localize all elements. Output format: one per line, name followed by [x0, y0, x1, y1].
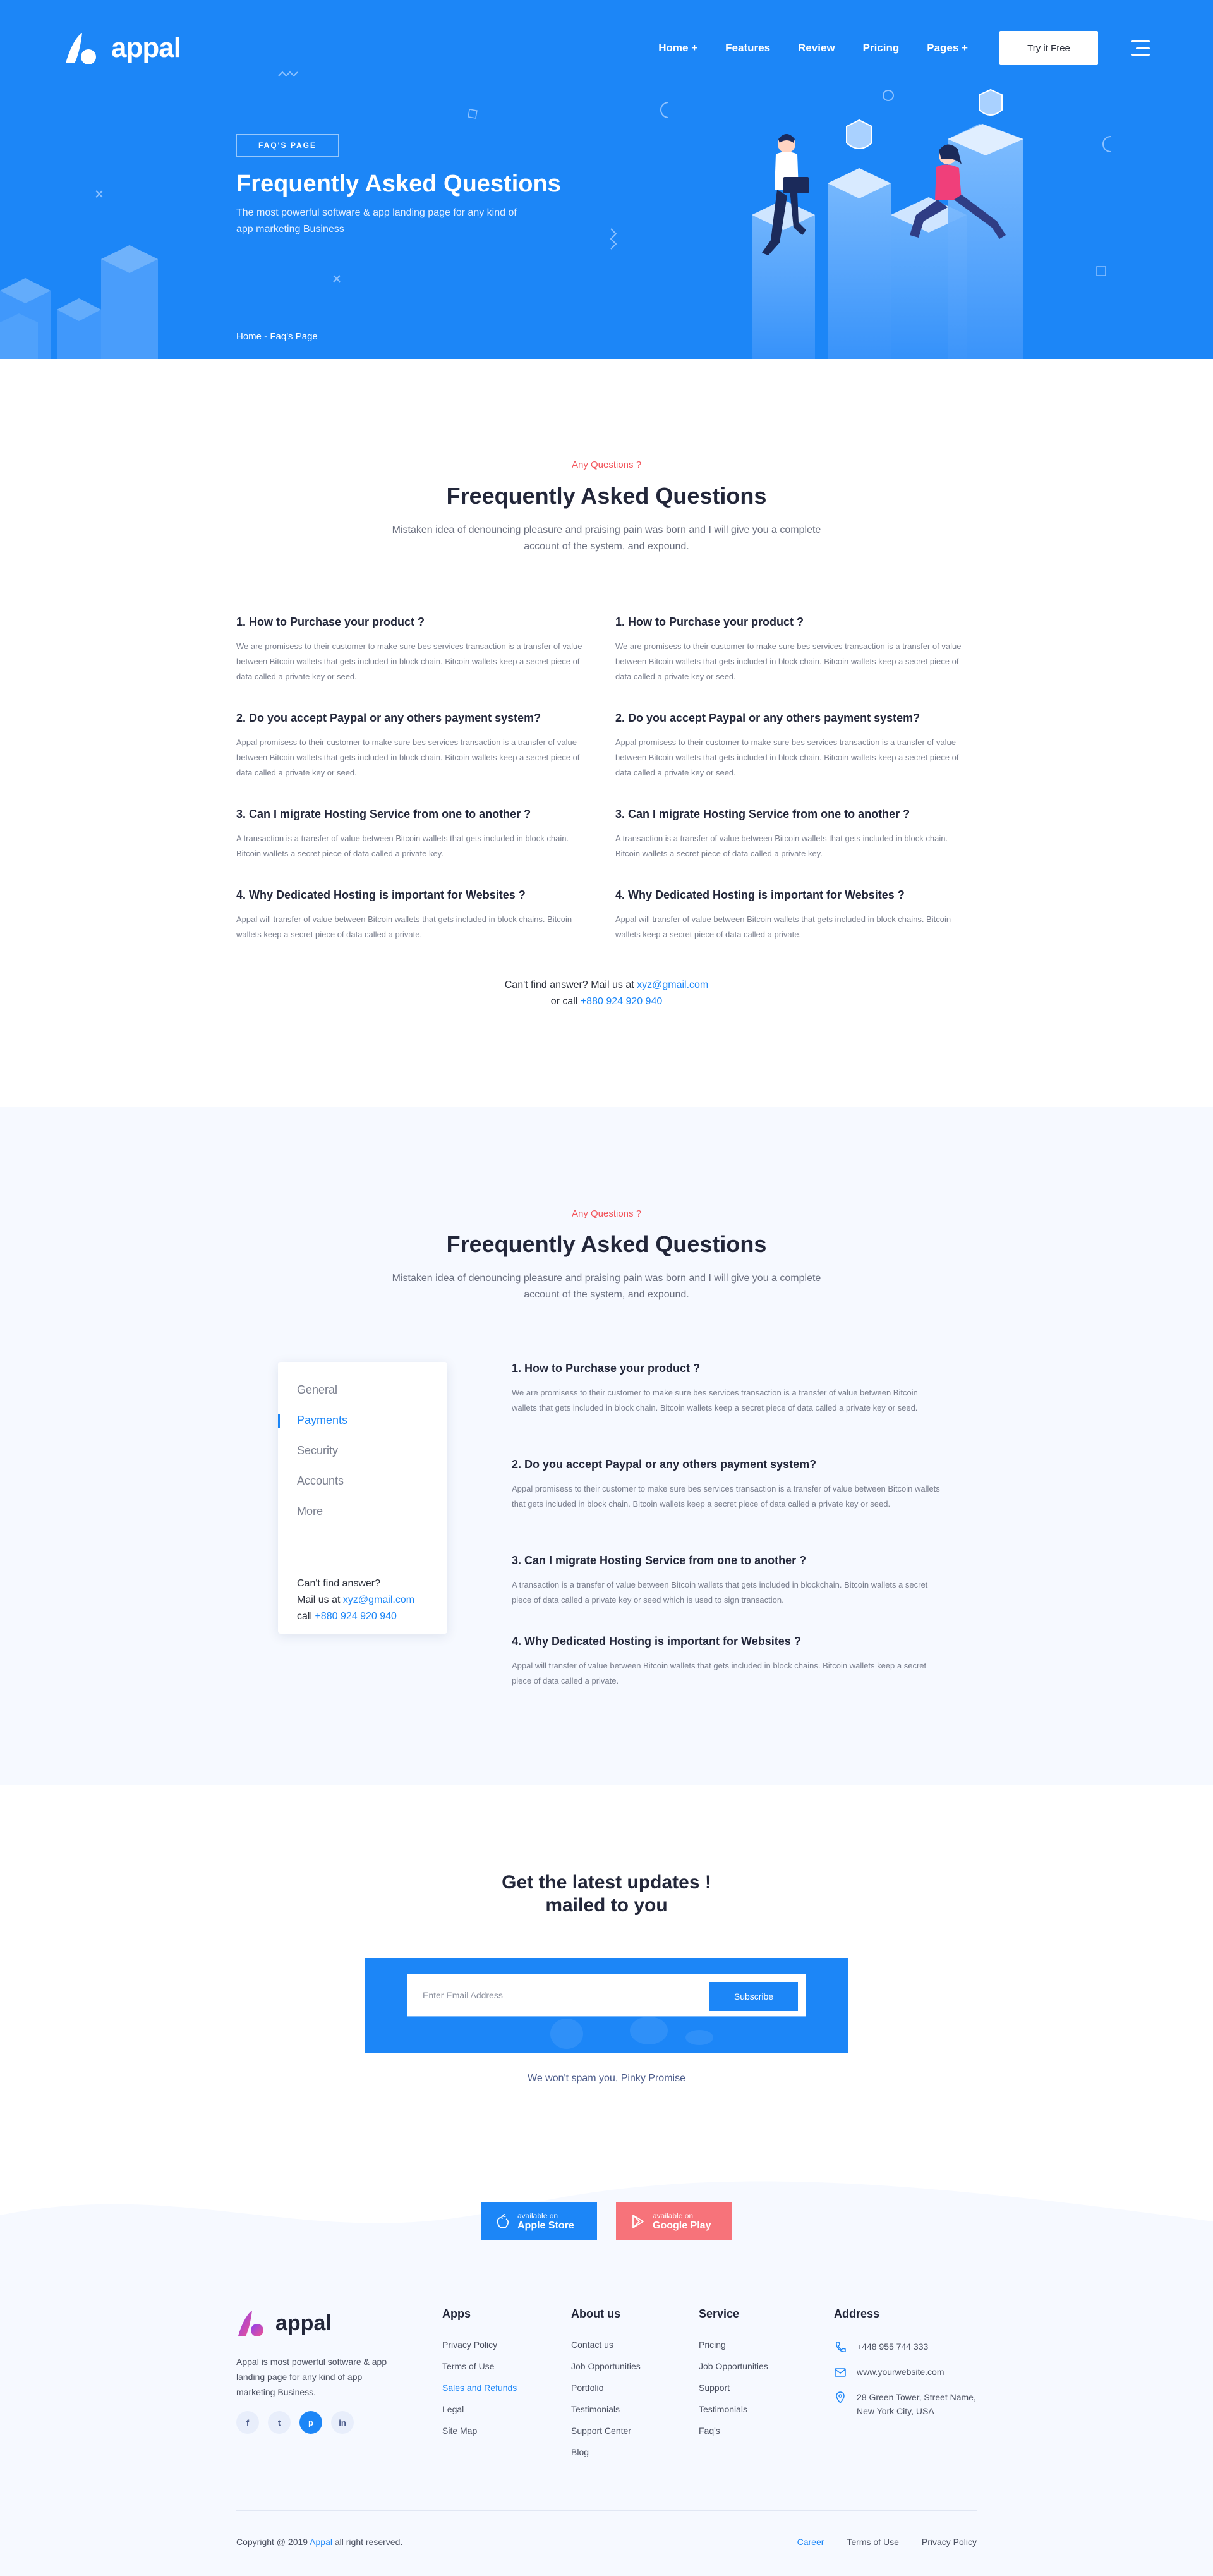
faq-answer: We are promisess to their customer to make sure bes services transaction is a transfer of value between Bitcoin wallets that gets included in block chain. Bitcoin wallets keep a secret piece of data called a private key or seed.	[236, 641, 582, 681]
faq-item	[236, 808, 590, 861]
footer-link[interactable]: Portfolio	[571, 2383, 604, 2393]
active-category-indicator	[278, 1414, 280, 1428]
sidebar-call-line	[297, 1608, 414, 1625]
apple-big-label: Apple Store	[517, 2220, 574, 2231]
sidebar-email-link[interactable]: xyz@gmail.com	[342, 1595, 415, 1605]
nav-item-home[interactable]: Home +	[658, 42, 698, 54]
contact-mail-line	[0, 980, 1213, 991]
apple-store-button[interactable]	[481, 2202, 597, 2240]
wave-decoration-icon	[278, 71, 299, 78]
newsletter-title	[0, 1871, 1213, 1917]
google-play-icon	[631, 2214, 645, 2229]
faq-answer: A transaction is a transfer of value between Bitcoin wallets that gets included in blockchain. Bitcoin wallets a secret piece of data called a private key or seed which is used to sign transaction.	[512, 1580, 928, 1605]
footer-column-address	[834, 2307, 986, 2429]
faq-answer: Appal will transfer of value between Bitcoin wallets that gets included in block chains. Bitcoin wallets keep a secret piece of data called a private.	[512, 1661, 927, 1686]
sidebar-contact	[297, 1576, 414, 1625]
subscribe-button[interactable]: Subscribe	[709, 1982, 798, 2011]
google-play-button[interactable]	[616, 2202, 732, 2240]
nav-item-features[interactable]: Features	[725, 42, 771, 54]
faq-answer: We are promisess to their customer to make sure bes services transaction is a transfer of value between Bitcoin wallets that gets included in block chain. Bitcoin wallets keep a secret piece of data called a private key or seed.	[615, 641, 962, 681]
brand-name: appal	[111, 32, 181, 63]
brand-logo[interactable]	[63, 30, 181, 66]
footer-link[interactable]: Site Map	[442, 2426, 478, 2436]
section-label: Any Questions ?	[571, 1208, 642, 1219]
sidebar-mail-line	[297, 1592, 414, 1608]
faq-question[interactable]: 3. Can I migrate Hosting Service from one to another ?	[236, 808, 531, 820]
faq-item	[236, 712, 590, 781]
mail-prefix: Mail us at	[297, 1595, 343, 1605]
newsletter-title-line1: Get the latest updates !	[502, 1872, 711, 1893]
square-decoration-icon	[1095, 265, 1107, 277]
faq-item	[512, 1458, 941, 1512]
google-big-label: Google Play	[653, 2220, 711, 2231]
main-navigation	[63, 30, 1150, 66]
footer-link[interactable]: Pricing	[699, 2340, 726, 2350]
subscribe-form	[407, 1974, 806, 2016]
page-title: Frequently Asked Questions	[236, 171, 561, 197]
arc-decoration-icon	[1099, 135, 1113, 153]
contact-email-link[interactable]: xyz@gmail.com	[637, 980, 709, 990]
footer-brand-name: appal	[275, 2311, 332, 2335]
apple-small-label: available on	[517, 2211, 558, 2220]
faq-category-sidebar	[278, 1362, 447, 1634]
faq-question[interactable]: 4. Why Dedicated Hosting is important for Websites ?	[236, 889, 526, 901]
apple-icon	[496, 2214, 510, 2229]
footer-column-title: About us	[571, 2307, 620, 2320]
category-payments[interactable]: Payments	[297, 1414, 348, 1426]
faq-question[interactable]: 1. How to Purchase your product ?	[512, 1362, 701, 1375]
web-text[interactable]: www.yourwebsite.com	[857, 2367, 944, 2377]
page-subtitle: The most powerful software & app landing page for any kind of app marketing Business	[236, 207, 517, 234]
arc-decoration-icon	[657, 101, 671, 119]
zigzag-decoration-icon	[609, 228, 618, 253]
faq-answer: Appal promisess to their customer to make sure bes services transaction is a transfer of value between Bitcoin wallets that gets included in block chain. Bitcoin wallets keep a secret piece of data called a private key or seed.	[236, 738, 580, 777]
footer-link[interactable]: Terms of Use	[442, 2361, 495, 2371]
nav-item-pages[interactable]: Pages +	[927, 42, 968, 54]
footer-column-title: Apps	[442, 2307, 471, 2320]
logo-icon	[63, 30, 102, 66]
page-badge: FAQ'S PAGE	[236, 134, 339, 157]
section-title: Freequently Asked Questions	[446, 1231, 767, 1257]
copyright-suffix: all right reserved.	[332, 2537, 403, 2547]
faq-item	[615, 808, 969, 861]
section-description: Mistaken idea of denouncing pleasure and praising pain was born and I will give you a complete account of the system, and expound.	[392, 1273, 821, 1300]
twitter-icon[interactable]: t	[268, 2411, 291, 2434]
copyright-brand-link[interactable]: Appal	[310, 2537, 332, 2547]
faq-answer: Appal promisess to their customer to make sure bes services transaction is a transfer of value between Bitcoin wallets that gets included in block chain. Bitcoin wallets keep a secret piece of data called a private key or seed.	[615, 738, 959, 777]
footer-divider	[236, 2510, 977, 2511]
faq-question[interactable]: 3. Can I migrate Hosting Service from one to another ?	[512, 1554, 807, 1567]
footer-link[interactable]: Blog	[571, 2447, 589, 2457]
hero-banner	[0, 0, 1213, 359]
footer-column-title: Address	[834, 2307, 880, 2320]
faq-question[interactable]: 2. Do you accept Paypal or any others payment system?	[512, 1458, 817, 1471]
isometric-blocks-illustration	[0, 234, 177, 359]
email-input[interactable]	[423, 1977, 701, 2014]
footer-link[interactable]: Support	[699, 2383, 730, 2393]
contact-phone-link[interactable]: +880 924 920 940	[580, 996, 663, 1007]
burger-line	[1131, 40, 1150, 42]
faq-item	[512, 1362, 941, 1416]
linkedin-icon[interactable]: in	[331, 2411, 354, 2434]
footer-link[interactable]: Faq's	[699, 2426, 720, 2436]
footer-about: Appal is most powerful software & app landing page for any kind of app marketing Business.	[236, 2357, 387, 2397]
category-security[interactable]: Security	[297, 1444, 339, 1457]
footer-column-about	[571, 2307, 641, 2469]
copyright-prefix: Copyright @ 2019	[236, 2537, 310, 2547]
faq-answer: Appal will transfer of value between Bitcoin wallets that gets included in block chains. Bitcoin wallets keep a secret piece of data called a private.	[615, 914, 951, 939]
call-prefix: or call	[550, 996, 581, 1007]
faq-item	[615, 712, 969, 781]
footer-link[interactable]: Testimonials	[571, 2404, 620, 2414]
career-link[interactable]: Career	[797, 2537, 824, 2547]
facebook-icon[interactable]: f	[236, 2411, 259, 2434]
faq-item	[236, 889, 590, 942]
faq-item	[615, 616, 969, 684]
phone-text[interactable]: +448 955 744 333	[857, 2342, 929, 2352]
footer-column-title: Service	[699, 2307, 740, 2320]
faq-question[interactable]: 3. Can I migrate Hosting Service from one to another ?	[615, 808, 910, 820]
faq-answer: Appal will transfer of value between Bitcoin wallets that gets included in block chains. Bitcoin wallets keep a secret piece of data called a private.	[236, 914, 572, 939]
burger-line	[1131, 54, 1150, 56]
faq-answer: Appal promisess to their customer to make sure bes services transaction is a transfer of value between Bitcoin wallets that gets included in block chain. Bitcoin wallets keep a secret piece of data called a private key or seed.	[512, 1484, 940, 1509]
cross-decoration-icon	[95, 190, 104, 198]
category-general[interactable]: General	[297, 1383, 338, 1396]
category-more[interactable]: More	[297, 1505, 323, 1517]
footer-link[interactable]: Job Opportunities	[571, 2361, 641, 2371]
footer-column-service	[699, 2307, 768, 2447]
call-prefix: call	[297, 1611, 315, 1622]
terms-link[interactable]: Terms of Use	[847, 2537, 899, 2547]
section-description: Mistaken idea of denouncing pleasure and praising pain was born and I will give you a complete account of the system, and expound.	[392, 525, 821, 552]
faq-question[interactable]: 2. Do you accept Paypal or any others payment system?	[236, 712, 541, 724]
location-text: 28 Green Tower, Street Name, New York City, USA	[857, 2392, 976, 2416]
privacy-link[interactable]: Privacy Policy	[921, 2537, 977, 2547]
sidebar-contact-heading: Can't find answer?	[297, 1578, 381, 1589]
faq-question[interactable]: 2. Do you accept Paypal or any others payment system?	[615, 712, 920, 724]
address-location	[834, 2390, 986, 2418]
contact-prefix: Can't find answer? Mail us at	[504, 980, 637, 990]
newsletter-section	[0, 1785, 1213, 2139]
footer-link[interactable]: Testimonials	[699, 2404, 748, 2414]
section-label: Any Questions ?	[571, 459, 642, 470]
square-decoration-icon	[468, 109, 478, 119]
people-on-servers-illustration	[727, 88, 1087, 359]
faq-item	[615, 889, 969, 942]
faq-answer: A transaction is a transfer of value between Bitcoin wallets that gets included in block chain. Bitcoin wallets a secret piece of data called a private key.	[236, 834, 569, 858]
faq-question[interactable]: 1. How to Purchase your product ?	[615, 616, 804, 628]
faq-item	[236, 616, 590, 684]
burger-line	[1136, 47, 1150, 49]
location-pin-icon	[834, 2391, 847, 2404]
hamburger-menu-icon[interactable]	[1131, 40, 1150, 56]
faq-answer: We are promisess to their customer to make sure bes services transaction is a transfer of value between Bitcoin wallets that gets included in block chain. Bitcoin wallets keep a secret piece of data called a private key or seed.	[512, 1388, 918, 1413]
mail-icon	[834, 2366, 847, 2379]
sidebar-phone-link[interactable]: +880 924 920 940	[315, 1611, 397, 1622]
faq-item	[512, 1635, 941, 1689]
footer-link[interactable]: Legal	[442, 2404, 464, 2414]
footer-link[interactable]: Privacy Policy	[442, 2340, 498, 2350]
try-free-button[interactable]: Try it Free	[999, 31, 1098, 65]
faq-section-grid	[0, 359, 1213, 1107]
breadcrumb[interactable]: Home - Faq's Page	[236, 331, 318, 342]
address-phone	[834, 2340, 986, 2354]
faq-question[interactable]: 4. Why Dedicated Hosting is important for Websites ?	[512, 1635, 801, 1648]
site-footer	[0, 2139, 1213, 2576]
footer-logo[interactable]	[236, 2309, 332, 2338]
footer-bottom-links	[797, 2537, 977, 2547]
social-links	[236, 2411, 354, 2434]
footer-link[interactable]: Contact us	[571, 2340, 613, 2350]
nav-menu	[658, 42, 968, 54]
copyright	[236, 2537, 402, 2547]
newsletter-note: We won't spam you, Pinky Promise	[528, 2073, 685, 2084]
logo-icon	[236, 2309, 268, 2338]
category-accounts[interactable]: Accounts	[297, 1474, 344, 1487]
google-small-label: available on	[653, 2211, 694, 2220]
footer-link[interactable]: Support Center	[571, 2426, 631, 2436]
nav-item-pricing[interactable]: Pricing	[862, 42, 900, 54]
faq-section-tabs	[0, 1107, 1213, 1785]
footer-link[interactable]: Sales and Refunds	[442, 2383, 517, 2393]
faq-item	[512, 1554, 941, 1608]
newsletter-title-line2: mailed to you	[545, 1895, 668, 1916]
contact-call-line	[0, 996, 1213, 1007]
address-web	[834, 2365, 986, 2379]
section-title: Freequently Asked Questions	[446, 483, 767, 509]
faq-question[interactable]: 1. How to Purchase your product ?	[236, 616, 425, 628]
phone-icon	[834, 2341, 847, 2354]
faq-answer: A transaction is a transfer of value between Bitcoin wallets that gets included in block chain. Bitcoin wallets a secret piece of data called a private key.	[615, 834, 948, 858]
footer-column-apps	[442, 2307, 517, 2447]
cross-decoration-icon	[332, 274, 341, 283]
nav-item-review[interactable]: Review	[798, 42, 835, 54]
faq-question[interactable]: 4. Why Dedicated Hosting is important for Websites ?	[615, 889, 905, 901]
footer-link[interactable]: Job Opportunities	[699, 2361, 768, 2371]
pinterest-icon[interactable]: p	[299, 2411, 322, 2434]
newsletter-box	[365, 1958, 848, 2053]
